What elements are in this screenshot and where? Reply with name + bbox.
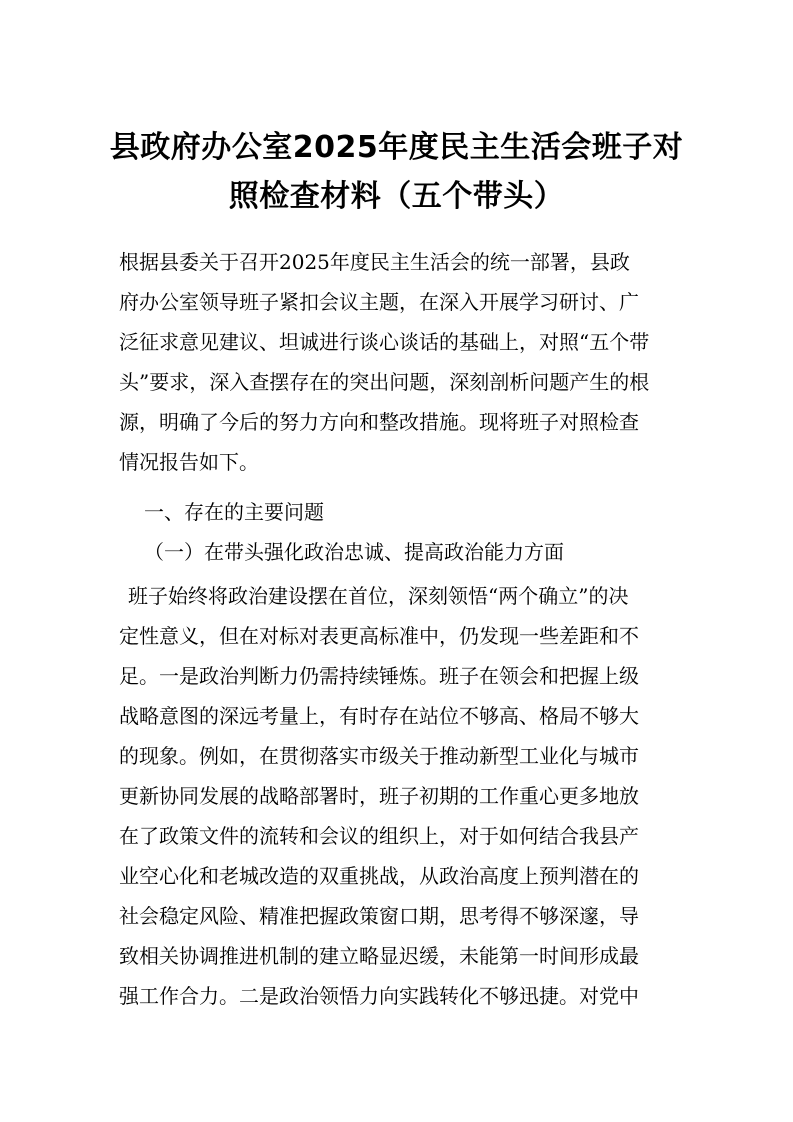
body-line: 定性意义，但在对标对表更高标准中，仍发现一些差距和不 bbox=[119, 624, 639, 648]
body-line: 源，明确了今后的努力方向和整改措施。现将班子对照检查 bbox=[119, 410, 639, 434]
body-line: 足。一是政治判断力仍需持续锤炼。班子在领会和把握上级 bbox=[119, 664, 639, 688]
section-heading: 一、存在的主要问题 bbox=[144, 500, 324, 524]
document-title-line-2: 照检查材料（五个带头） bbox=[228, 179, 565, 214]
body-line: 根据县委关于召开2025年度民主生活会的统一部署，县政 bbox=[119, 250, 630, 274]
body-line: 业空心化和老城改造的双重挑战，从政治高度上预判潜在的 bbox=[119, 864, 639, 888]
body-line: 社会稳定风险、精准把握政策窗口期，思考得不够深邃，导 bbox=[119, 904, 639, 928]
document-title-line-1: 县政府办公室2025年度民主生活会班子对 bbox=[109, 130, 684, 165]
body-line: 强工作合力。二是政治领悟力向实践转化不够迅捷。对党中 bbox=[119, 984, 639, 1008]
body-line: 的现象。例如，在贯彻落实市级关于推动新型工业化与城市 bbox=[119, 744, 639, 768]
subsection-heading: （一）在带头强化政治忠诚、提高政治能力方面 bbox=[144, 540, 564, 564]
body-line: 班子始终将政治建设摆在首位，深刻领悟“两个确立”的决 bbox=[128, 584, 629, 608]
body-line: 致相关协调推进机制的建立略显迟缓，未能第一时间形成最 bbox=[119, 944, 639, 968]
body-line: 泛征求意见建议、坦诚进行谈心谈话的基础上，对照“五个带 bbox=[119, 330, 650, 354]
body-line: 在了政策文件的流转和会议的组织上，对于如何结合我县产 bbox=[119, 824, 639, 848]
body-line: 情况报告如下。 bbox=[119, 450, 259, 474]
body-line: 更新协同发展的战略部署时，班子初期的工作重心更多地放 bbox=[119, 784, 639, 808]
body-line: 府办公室领导班子紧扣会议主题，在深入开展学习研讨、广 bbox=[119, 290, 639, 314]
body-line: 战略意图的深远考量上，有时存在站位不够高、格局不够大 bbox=[119, 704, 639, 728]
body-line: 头”要求，深入查摆存在的突出问题，深刻剖析问题产生的根 bbox=[119, 370, 650, 394]
